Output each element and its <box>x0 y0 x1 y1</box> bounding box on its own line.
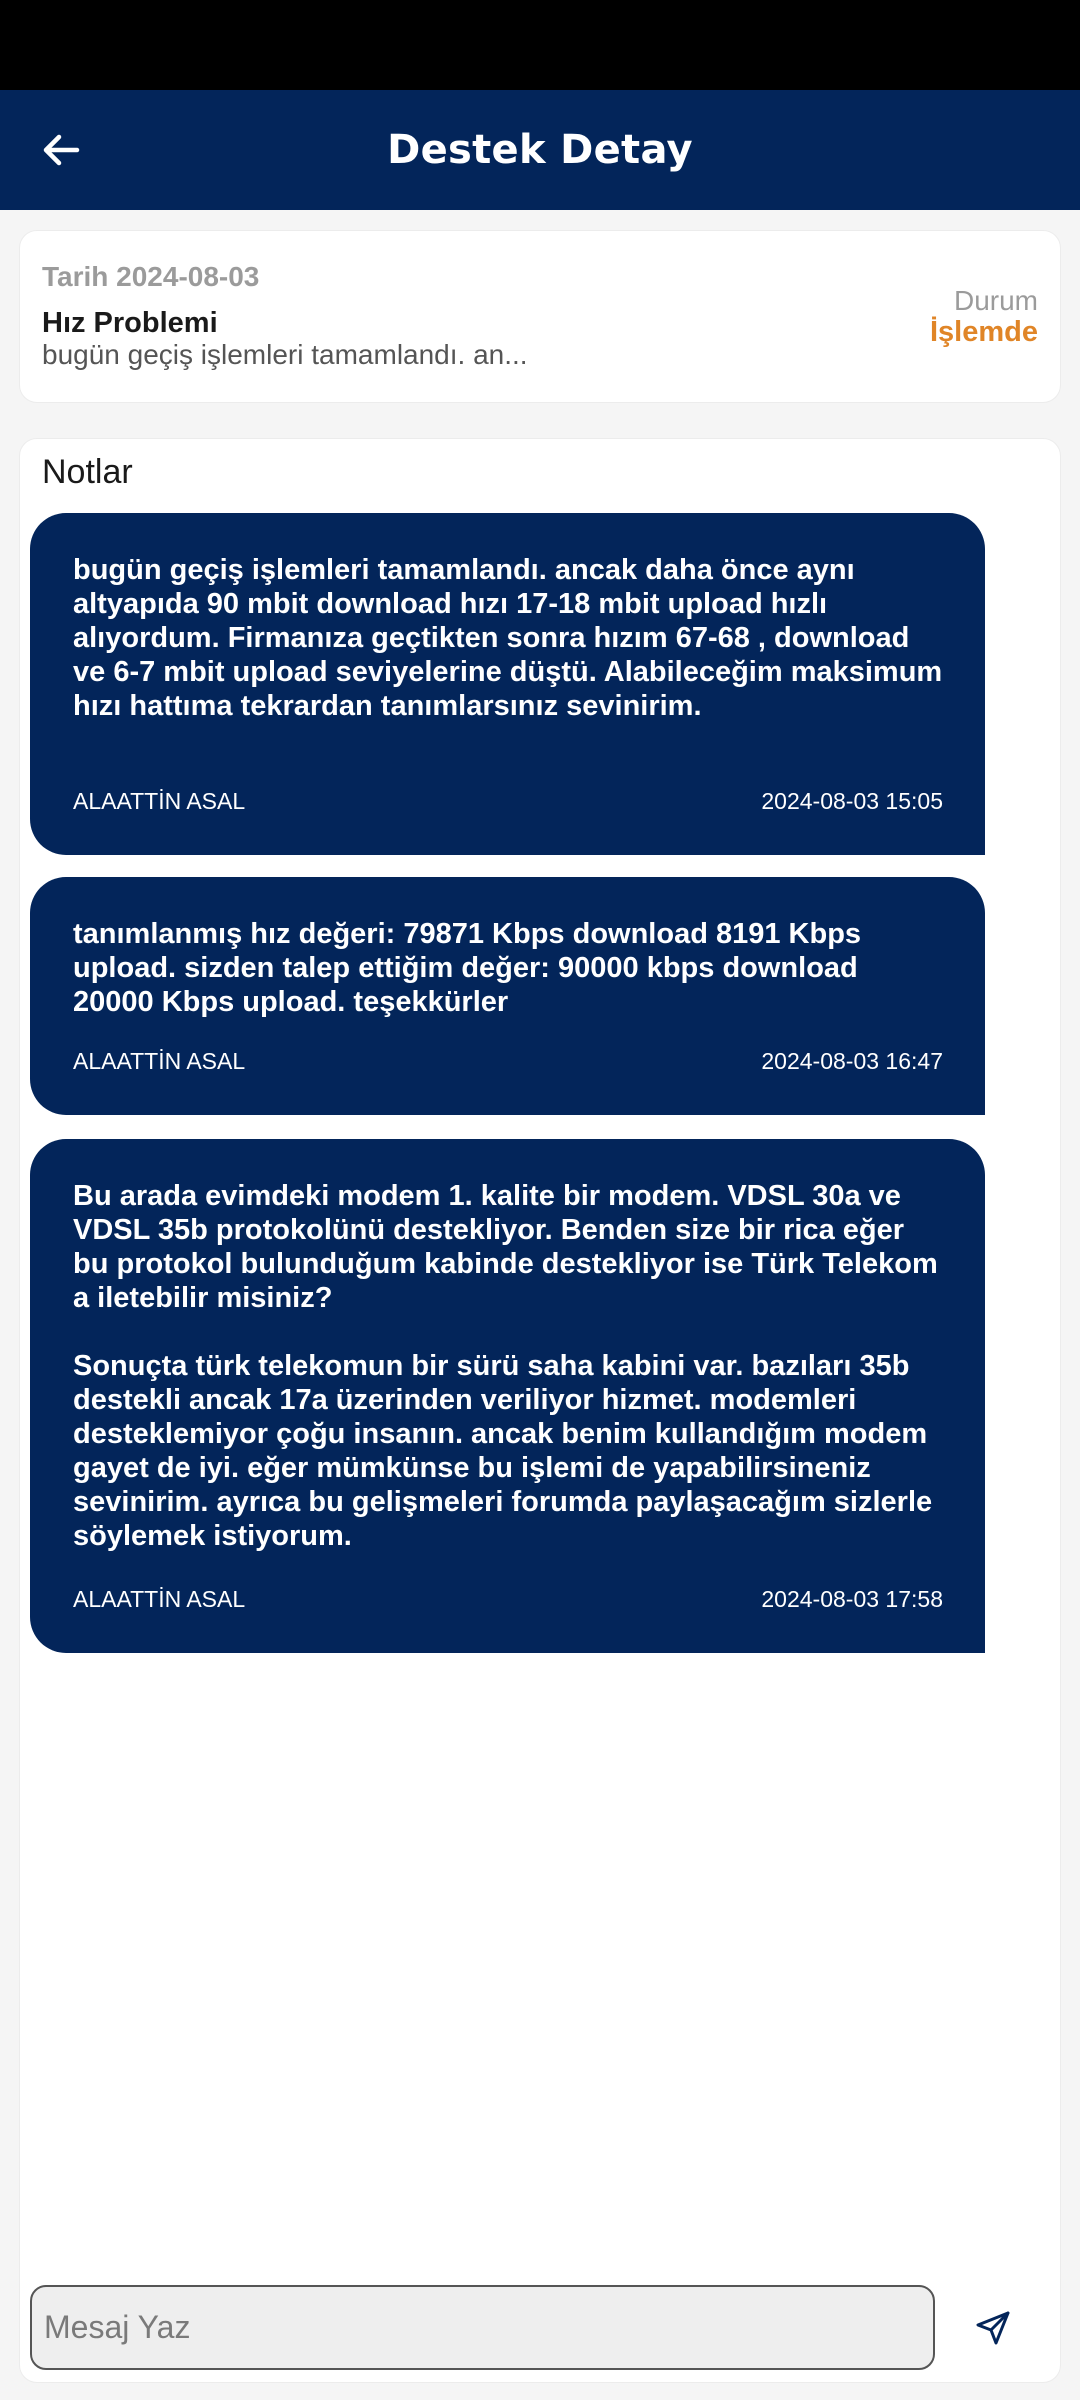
back-button[interactable] <box>28 117 94 183</box>
status-badge: İşlemde <box>930 316 1038 349</box>
page-title: Destek Detay <box>387 127 693 173</box>
note-text: bugün geçiş işlemleri tamamlandı. ancak daha önce aynı altyapıda 90 mbit download hızı 17-18 mbit upload hızlı alıyordum. Firmanıza geçtikten sonra hızım 67-68 , download ve 6-7 mbit upload seviyelerine düştü. Alabileceğim maksimum hızı hattıma tekrardan tanımlarsınız sevinirim. <box>73 554 943 722</box>
send-icon <box>973 2308 1013 2348</box>
note-timestamp: 2024-08-03 16:47 <box>761 1048 943 1074</box>
message-input[interactable] <box>30 2285 935 2370</box>
note-text: Bu arada evimdeki modem 1. kalite bir modem. VDSL 30a ve VDSL 35b protokolünü destekliyor. Benden size bir rica eğer bu protokol bulunduğum kabinde destekliyor ise Türk Telekom a iletebilir misiniz? Sonuçta türk telekomun bir sürü saha kabini var. bazıları 35b destekli ancak 17a üzerinden veriliyor hizmet. modemleri desteklemiyor çoğu insanın. ancak benim kullandığım modem gayet de iyi. eğer mümkünse bu işlemi de yapabilirsineniz sevinirim. ayrıca bu gelişmeleri forumda paylaşacağım sizlerle söylemek istiyorum. <box>73 1180 938 1552</box>
note-author: ALAATTİN ASAL <box>73 788 246 814</box>
note-meta <box>73 1048 943 1075</box>
note-bubble <box>30 513 985 855</box>
status-block <box>930 285 1038 349</box>
note-bubble <box>30 877 985 1115</box>
note-text: tanımlanmış hız değeri: 79871 Kbps download 8191 Kbps upload. sizden talep ettiğim değer: 90000 kbps download 20000 Kbps upload. teşekkürler <box>73 918 862 1018</box>
note-timestamp: 2024-08-03 15:05 <box>761 788 943 814</box>
ticket-preview: bugün geçiş işlemleri tamamlandı. an... <box>42 339 528 370</box>
notes-panel <box>19 438 1061 2383</box>
notes-title: Notlar <box>42 453 133 491</box>
note-bubble <box>30 1139 985 1653</box>
ticket-summary-card <box>19 230 1061 403</box>
note-timestamp: 2024-08-03 17:58 <box>761 1586 943 1612</box>
send-button[interactable] <box>965 2300 1021 2356</box>
note-meta <box>73 1586 943 1613</box>
app-bar <box>0 90 1080 210</box>
ticket-date: Tarih 2024-08-03 <box>42 261 260 292</box>
note-author: ALAATTİN ASAL <box>73 1048 246 1074</box>
status-bar <box>0 0 1080 90</box>
note-author: ALAATTİN ASAL <box>73 1586 246 1612</box>
status-label: Durum <box>953 285 1038 316</box>
arrow-left-icon <box>39 128 83 172</box>
ticket-subject: Hız Problemi <box>42 307 218 339</box>
note-meta <box>73 788 943 815</box>
